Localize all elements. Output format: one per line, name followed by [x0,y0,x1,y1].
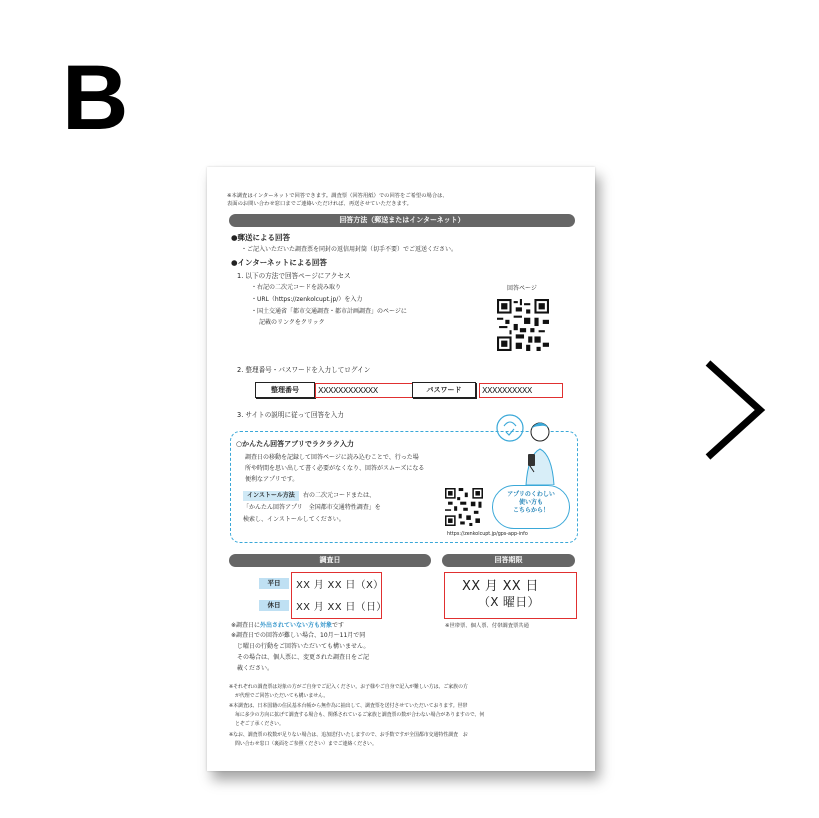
step-3: 3. サイトの説明に従って回答を入力 [237,411,344,419]
deadline-note: ※世帯票、個人票、付帯調査票共通 [445,623,529,629]
step-1: 1. 以下の方法で回答ページにアクセス [237,272,351,280]
mail-text: ・ご記入いただいた調査票を同封の返信用封筒（切手不要）でご返送ください。 [241,246,458,253]
step-2: 2. 整理番号・パスワードを入力してログイン [237,366,371,374]
weekday-date: XX 月 XX 日（X） [296,580,384,591]
holiday-label: 休日 [259,600,289,611]
id-number-field[interactable]: XXXXXXXXXXXX [315,383,414,398]
web-heading: ●インターネットによる回答 [231,258,327,267]
footnote-7: 問い合わせ窓口（裏面をご参照ください）までご連絡ください。 [235,741,377,747]
bubble-line-2: 使い方も [518,499,543,506]
note-hard-1: ※調査日での回答が難しい場合、10月～11月で同 [231,632,366,639]
section-letter: B [62,47,129,149]
id-number-label: 整理番号 [255,382,315,398]
footnote-4: 毎に多少の方向に拡げて調査する場合も、関係されているご家族と調査票の数が合わない場合がありますので、何 [235,712,485,718]
answer-page-qr-code[interactable] [497,299,549,351]
footnote-6: ※なお、調査票の枚数が足りない場合は、追加送付いたしますので、お手数ですが全国都市交通特性調査 お [229,732,468,738]
app-text-2: 所や時間を思い出して書く必要がなくなり、回答がスムーズになる [245,465,425,472]
deadline-weekday: （X 曜日） [478,595,540,609]
footnote-2: が代理でご回答いただいても構いません。 [235,693,329,699]
password-field[interactable]: XXXXXXXXXX [479,383,563,398]
note-hard-2: じ曜日の行動をご回答いただいても構いません。 [237,643,370,650]
deadline-bar: 回答期限 [442,554,575,567]
step-1-d: 記載のリンクをクリック [259,319,325,326]
qr-label: 回答ページ [507,285,537,292]
app-heading: ○かんたん回答アプリでラクラク入力 [236,440,354,448]
footnote-3: ※本調査は、日本国籍の住民基本台帳から無作為に抽出して、調査票を送付させていただいております。世帯 [229,703,468,709]
footnote-5: とぞご了承ください。 [235,721,284,727]
app-text-3: 便利なアプリです。 [245,476,299,483]
install-text-1: 右の二次元コードまたは、 [303,492,376,499]
install-method-tag: インストール方法 [243,491,299,501]
method-section-bar: 回答方法（郵送またはインターネット） [229,214,575,227]
bubble-line-1: アプリのくわしい [507,491,555,498]
app-text-1: 調査日の移動を記録して回答ページに読み込むことで、行った場 [245,454,419,461]
install-text-2: 「かんたん回答アプリ 全国都市交通特性調査」を [243,504,381,511]
person-with-phone-illustration [490,410,570,485]
app-guide-bubble[interactable] [492,485,570,529]
note-outing: ※調査日に外出されていない方も対象です [231,622,345,629]
app-install-qr-code[interactable] [445,488,483,526]
password-label: パスワード [412,382,476,398]
chevron-right-icon[interactable] [700,355,770,465]
step-1-c: ・国土交通省「都市交通調査・都市計画調査」のページに [251,308,407,315]
mail-heading: ●郵送による回答 [231,233,291,242]
bubble-line-3: こちらから！ [512,507,549,514]
weekday-label: 平日 [259,578,289,589]
intro-line-2: 表面のお問い合わせ窓口までご連絡いただければ、再送させていただきます。 [227,201,412,207]
survey-instruction-sheet [207,167,595,771]
deadline-date: XX 月 XX 日 [462,579,539,594]
holiday-date: XX 月 XX 日（日） [296,602,387,613]
footnote-1: ※それぞれの調査票は対象の方がご自身でご記入ください。お子様やご自身で記入が難しい方は、ご家族の方 [229,684,468,690]
step-1-b: ・URL（https://zenkolcupt.jp/）を入力 [251,296,363,303]
step-1-a: ・右記の二次元コードを読み取り [251,284,342,291]
survey-day-bar: 調査日 [229,554,431,567]
intro-line-1: ※本調査はインターネットで回答できます。調査票（回答用紙）での回答をご希望の場合は、 [227,193,448,199]
install-text-3: 検索し、インストールしてください。 [243,516,345,523]
app-url[interactable]: https://zenkolcupt.jp/gps-app-info [447,532,528,537]
note-hard-3: その場合は、個人票に、変更された調査日をご記 [237,654,370,661]
note-hard-4: 載ください。 [237,665,274,672]
